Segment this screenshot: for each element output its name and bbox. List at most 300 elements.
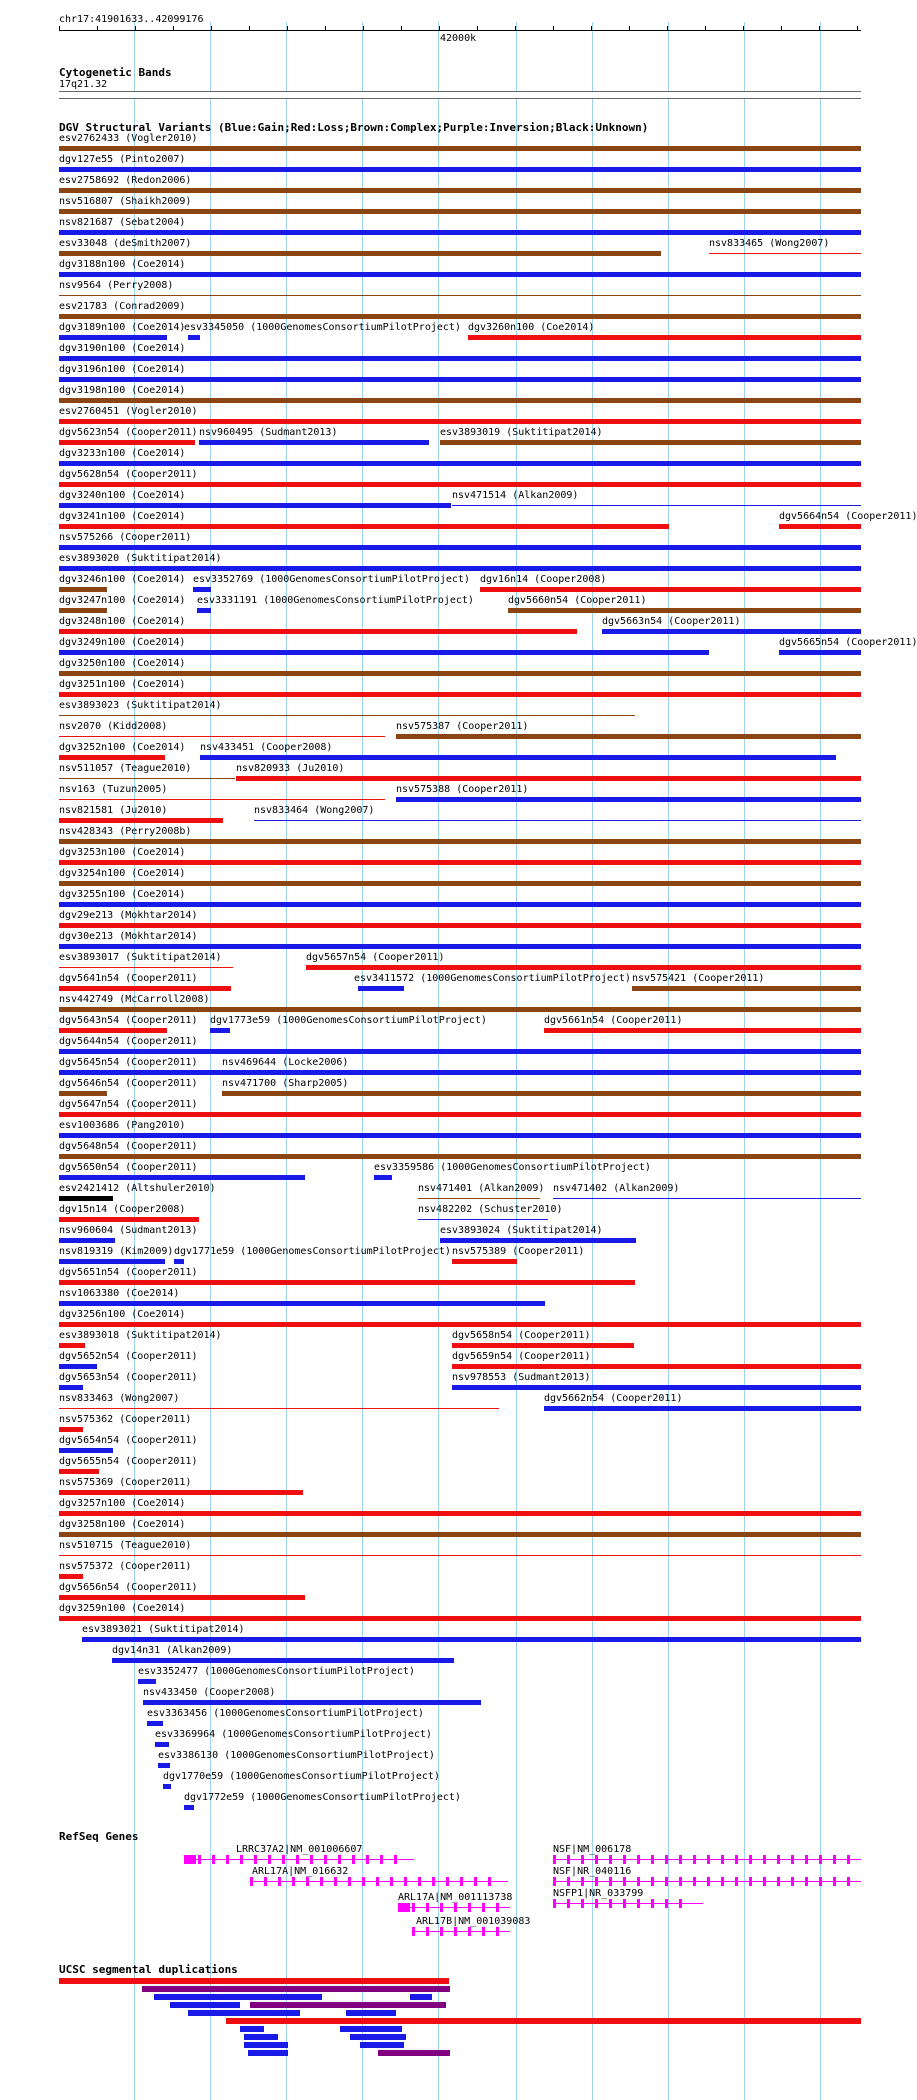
refseq-gene-label[interactable]: ARL17A|NM_001113738	[398, 1892, 513, 1903]
dgv-feature-label[interactable]: dgv3198n100 (Coe2014)	[59, 385, 186, 396]
dgv-variant-bar[interactable]	[59, 419, 861, 424]
dgv-feature-label[interactable]: nsv510715 (Teague2010)	[59, 1540, 192, 1551]
refseq-exon	[306, 1877, 309, 1886]
dgv-variant-bar[interactable]	[59, 251, 661, 256]
dgv-feature-label[interactable]: dgv3249n100 (Coe2014)	[59, 637, 186, 648]
dgv-feature-label[interactable]: nsv575389 (Cooper2011)	[452, 1246, 585, 1257]
dgv-variant-bar[interactable]	[59, 1091, 107, 1096]
segdup-bar[interactable]	[142, 1986, 450, 1992]
dgv-variant-bar[interactable]	[396, 734, 861, 739]
dgv-variant-bar[interactable]	[59, 1028, 167, 1033]
segdup-bar[interactable]	[250, 2002, 446, 2008]
dgv-variant-bar[interactable]	[452, 1385, 861, 1390]
dgv-feature-label[interactable]: dgv5653n54 (Cooper2011)	[59, 1372, 198, 1383]
dgv-variant-bar[interactable]	[59, 1217, 199, 1222]
dgv-variant-bar[interactable]	[59, 1322, 861, 1327]
dgv-feature-label[interactable]: dgv5644n54 (Cooper2011)	[59, 1036, 198, 1047]
dgv-feature-label[interactable]: dgv5662n54 (Cooper2011)	[544, 1393, 683, 1404]
dgv-variant-bar[interactable]	[236, 776, 861, 781]
dgv-variant-bar[interactable]	[452, 1364, 861, 1369]
dgv-variant-bar[interactable]	[174, 1259, 184, 1264]
cyto-band-bar[interactable]	[59, 91, 861, 99]
refseq-exon	[819, 1855, 822, 1864]
dgv-variant-bar[interactable]	[452, 1343, 634, 1348]
dgv-variant-bar[interactable]	[59, 1343, 85, 1348]
dgv-variant-bar[interactable]	[184, 1805, 194, 1810]
refseq-gene-label[interactable]: NSFP1|NR_033799	[553, 1888, 644, 1899]
ruler-tick	[211, 26, 212, 31]
dgv-variant-bar[interactable]	[632, 986, 861, 991]
dgv-feature-label[interactable]: dgv3241n100 (Coe2014)	[59, 511, 186, 522]
dgv-feature-label[interactable]: dgv5659n54 (Cooper2011)	[452, 1351, 591, 1362]
dgv-variant-bar[interactable]	[188, 335, 200, 340]
dgv-variant-bar[interactable]	[197, 608, 211, 613]
dgv-variant-bar[interactable]	[59, 967, 233, 968]
dgv-variant-bar[interactable]	[779, 650, 861, 655]
refseq-exon	[609, 1899, 612, 1908]
dgv-feature-label[interactable]: dgv127e55 (Pinto2007)	[59, 154, 186, 165]
dgv-variant-bar[interactable]	[59, 1364, 97, 1369]
dgv-feature-label[interactable]: esv3411572 (1000GenomesConsortiumPilotProject)	[354, 973, 631, 984]
dgv-variant-bar[interactable]	[59, 986, 231, 991]
dgv-feature-label[interactable]: esv3345050 (1000GenomesConsortiumPilotProject)	[184, 322, 461, 333]
dgv-variant-bar[interactable]	[59, 272, 861, 277]
refseq-gene-label[interactable]: ARL17B|NM_001039083	[416, 1916, 531, 1927]
dgv-variant-bar[interactable]	[59, 1595, 305, 1600]
refseq-exon	[749, 1877, 752, 1886]
dgv-feature-label[interactable]: nsv575387 (Cooper2011)	[396, 721, 529, 732]
dgv-feature-label[interactable]: dgv5664n54 (Cooper2011)	[779, 511, 917, 522]
dgv-variant-bar[interactable]	[779, 524, 861, 529]
dgv-feature-label[interactable]: dgv5647n54 (Cooper2011)	[59, 1099, 198, 1110]
dgv-feature-label[interactable]: nsv482202 (Schuster2010)	[418, 1204, 563, 1215]
dgv-feature-label[interactable]: dgv3240n100 (Coe2014)	[59, 490, 186, 501]
dgv-variant-bar[interactable]	[210, 1028, 230, 1033]
ruler-tick	[667, 26, 668, 31]
dgv-feature-label[interactable]: dgv5650n54 (Cooper2011)	[59, 1162, 198, 1173]
dgv-feature-label[interactable]: nsv833465 (Wong2007)	[709, 238, 830, 249]
dgv-variant-bar[interactable]	[59, 314, 861, 319]
dgv-variant-bar[interactable]	[59, 1196, 113, 1201]
dgv-feature-label[interactable]: dgv3256n100 (Coe2014)	[59, 1309, 186, 1320]
dgv-variant-bar[interactable]	[59, 839, 861, 844]
dgv-variant-bar[interactable]	[222, 1070, 861, 1075]
dgv-variant-bar[interactable]	[59, 545, 861, 550]
segdup-bar[interactable]	[340, 2026, 402, 2032]
dgv-variant-bar[interactable]	[59, 1133, 861, 1138]
refseq-exon	[496, 1903, 499, 1912]
dgv-variant-bar[interactable]	[59, 356, 861, 361]
refseq-gene-intron[interactable]	[250, 1881, 508, 1882]
dgv-variant-bar[interactable]	[59, 1112, 861, 1117]
dgv-feature-label[interactable]: dgv3255n100 (Coe2014)	[59, 889, 186, 900]
dgv-feature-label[interactable]: dgv5663n54 (Cooper2011)	[602, 616, 741, 627]
dgv-feature-label[interactable]: nsv575372 (Cooper2011)	[59, 1561, 192, 1572]
refseq-exon	[376, 1877, 379, 1886]
dgv-variant-bar[interactable]	[59, 398, 861, 403]
refseq-gene-label[interactable]: NSF|NM_006178	[553, 1844, 632, 1855]
dgv-feature-label[interactable]: esv3893024 (Suktitipat2014)	[440, 1225, 603, 1236]
dgv-feature-label[interactable]: dgv5656n54 (Cooper2011)	[59, 1582, 198, 1593]
dgv-feature-label[interactable]: dgv15n14 (Cooper2008)	[59, 1204, 186, 1215]
ruler-coordinates: chr17:41901633..42099176	[59, 14, 204, 25]
dgv-variant-bar[interactable]	[59, 778, 235, 779]
refseq-exon	[847, 1877, 850, 1886]
dgv-variant-bar[interactable]	[59, 1049, 861, 1054]
dgv-variant-bar[interactable]	[59, 146, 861, 151]
dgv-feature-label[interactable]: nsv821581 (Ju2010)	[59, 805, 168, 816]
dgv-variant-bar[interactable]	[59, 944, 861, 949]
dgv-feature-label[interactable]: esv2421412 (Altshuler2010)	[59, 1183, 216, 1194]
refseq-exon	[366, 1855, 369, 1864]
dgv-feature-label[interactable]: nsv163 (Tuzun2005)	[59, 784, 168, 795]
dgv-feature-label[interactable]: dgv5665n54 (Cooper2011)	[779, 637, 917, 648]
refseq-gene-label[interactable]: LRRC37A2|NM_001006607	[236, 1844, 363, 1855]
dgv-variant-bar[interactable]	[418, 1198, 540, 1199]
dgv-feature-label[interactable]: nsv1063380 (Coe2014)	[59, 1288, 180, 1299]
dgv-variant-bar[interactable]	[358, 986, 404, 991]
dgv-variant-bar[interactable]	[59, 1511, 861, 1516]
dgv-variant-bar[interactable]	[82, 1637, 861, 1642]
refseq-exon	[553, 1899, 556, 1908]
dgv-feature-label[interactable]: dgv1771e59 (1000GenomesConsortiumPilotProject)	[174, 1246, 451, 1257]
dgv-feature-label[interactable]: dgv3247n100 (Coe2014)	[59, 595, 186, 606]
dgv-variant-bar[interactable]	[59, 377, 861, 382]
dgv-feature-label[interactable]: nsv471402 (Alkan2009)	[553, 1183, 680, 1194]
dgv-feature-label[interactable]: dgv5648n54 (Cooper2011)	[59, 1141, 198, 1152]
dgv-feature-label[interactable]: esv2758692 (Redon2006)	[59, 175, 192, 186]
dgv-feature-label[interactable]: esv3893023 (Suktitipat2014)	[59, 700, 222, 711]
refseq-exon	[418, 1877, 421, 1886]
dgv-variant-bar[interactable]	[59, 629, 577, 634]
dgv-variant-bar[interactable]	[468, 335, 861, 340]
dgv-feature-label[interactable]: nsv2070 (Kidd2008)	[59, 721, 168, 732]
refseq-exon	[623, 1855, 626, 1864]
segdup-bar[interactable]	[244, 2042, 288, 2048]
segdup-bar[interactable]	[188, 2010, 300, 2016]
dgv-feature-label[interactable]: dgv5628n54 (Cooper2011)	[59, 469, 198, 480]
dgv-feature-label[interactable]: esv3893019 (Suktitipat2014)	[440, 427, 603, 438]
dgv-variant-bar[interactable]	[440, 1238, 636, 1243]
dgv-variant-bar[interactable]	[59, 440, 195, 445]
dgv-variant-bar[interactable]	[452, 1259, 517, 1264]
segdup-bar[interactable]	[226, 2018, 861, 2024]
dgv-feature-label[interactable]: dgv3259n100 (Coe2014)	[59, 1603, 186, 1614]
dgv-variant-bar[interactable]	[59, 1408, 499, 1409]
dgv-variant-bar[interactable]	[440, 440, 861, 445]
dgv-variant-bar[interactable]	[59, 650, 709, 655]
dgv-feature-label[interactable]: dgv3250n100 (Coe2014)	[59, 658, 186, 669]
dgv-variant-bar[interactable]	[59, 755, 165, 760]
dgv-feature-label[interactable]: dgv3254n100 (Coe2014)	[59, 868, 186, 879]
dgv-variant-bar[interactable]	[59, 715, 635, 716]
dgv-variant-bar[interactable]	[602, 629, 861, 634]
dgv-feature-label[interactable]: esv3359586 (1000GenomesConsortiumPilotProject)	[374, 1162, 651, 1173]
ruler-tick	[97, 26, 98, 31]
refseq-exon	[553, 1855, 556, 1864]
dgv-feature-label[interactable]: esv33048 (deSmith2007)	[59, 238, 192, 249]
dgv-feature-label[interactable]: esv3893021 (Suktitipat2014)	[82, 1624, 245, 1635]
dgv-feature-label[interactable]: nsv511057 (Teague2010)	[59, 763, 192, 774]
dgv-variant-bar[interactable]	[59, 1555, 861, 1556]
refseq-exon	[440, 1927, 443, 1936]
refseq-gene-label[interactable]: ARL17A|NM_016632	[252, 1866, 349, 1877]
dgv-feature-label[interactable]: nsv433450 (Cooper2008)	[143, 1687, 276, 1698]
dgv-variant-bar[interactable]	[138, 1679, 156, 1684]
refseq-exon	[637, 1855, 640, 1864]
segdup-bar[interactable]	[248, 2050, 288, 2056]
refseq-exon	[581, 1877, 584, 1886]
segdup-bar[interactable]	[240, 2026, 264, 2032]
refseq-exon	[651, 1877, 654, 1886]
ruler-tick	[135, 26, 136, 31]
refseq-exon	[352, 1855, 355, 1864]
refseq-track-title[interactable]: RefSeq Genes	[59, 1830, 139, 1843]
dgv-feature-label[interactable]: dgv5623n54 (Cooper2011)	[59, 427, 198, 438]
dgv-variant-bar[interactable]	[59, 587, 107, 592]
dgv-variant-bar[interactable]	[59, 461, 861, 466]
segdup-bar[interactable]	[378, 2050, 450, 2056]
dgv-feature-label[interactable]: dgv5660n54 (Cooper2011)	[508, 595, 647, 606]
dgv-variant-bar[interactable]	[59, 736, 385, 737]
segdup-bar[interactable]	[154, 1994, 322, 2000]
segdup-bar[interactable]	[170, 2002, 240, 2008]
dgv-variant-bar[interactable]	[480, 587, 861, 592]
refseq-exon	[665, 1877, 668, 1886]
dgv-feature-label[interactable]: esv3893017 (Suktitipat2014)	[59, 952, 222, 963]
dgv-variant-bar[interactable]	[544, 1028, 861, 1033]
dgv-feature-label[interactable]: dgv3189n100 (Coe2014)	[59, 322, 186, 333]
dgv-feature-label[interactable]: nsv433451 (Cooper2008)	[200, 742, 333, 753]
dgv-feature-label[interactable]: dgv5661n54 (Cooper2011)	[544, 1015, 683, 1026]
dgv-feature-label[interactable]: nsv575362 (Cooper2011)	[59, 1414, 192, 1425]
dgv-feature-label[interactable]: nsv428343 (Perry2008b)	[59, 826, 192, 837]
dgv-feature-label[interactable]: dgv5641n54 (Cooper2011)	[59, 973, 198, 984]
dgv-variant-bar[interactable]	[59, 295, 861, 296]
dgv-variant-bar[interactable]	[59, 1301, 545, 1306]
dgv-variant-bar[interactable]	[59, 902, 861, 907]
dgv-variant-bar[interactable]	[59, 1490, 303, 1495]
refseq-exon	[292, 1877, 295, 1886]
dgv-variant-bar[interactable]	[59, 335, 167, 340]
dgv-variant-bar[interactable]	[147, 1721, 163, 1726]
dgv-feature-label[interactable]: dgv3246n100 (Coe2014)	[59, 574, 186, 585]
dgv-variant-bar[interactable]	[155, 1742, 169, 1747]
dgv-variant-bar[interactable]	[306, 965, 861, 970]
refseq-exon	[398, 1903, 410, 1912]
dgv-variant-bar[interactable]	[59, 188, 861, 193]
dgv-feature-label[interactable]: esv3893020 (Suktitipat2014)	[59, 553, 222, 564]
segdup-bar[interactable]	[350, 2034, 406, 2040]
dgv-variant-bar[interactable]	[59, 167, 861, 172]
dgv-variant-bar[interactable]	[59, 1574, 83, 1579]
segdup-bar[interactable]	[254, 1994, 294, 2000]
dgv-feature-label[interactable]: dgv3251n100 (Coe2014)	[59, 679, 186, 690]
segdup-bar[interactable]	[410, 1994, 432, 2000]
dgv-feature-label[interactable]: dgv3257n100 (Coe2014)	[59, 1498, 186, 1509]
dgv-variant-bar[interactable]	[222, 1091, 861, 1096]
dgv-feature-label[interactable]: dgv1773e59 (1000GenomesConsortiumPilotProject)	[210, 1015, 487, 1026]
dgv-variant-bar[interactable]	[544, 1406, 861, 1411]
dgv-feature-label[interactable]: dgv5651n54 (Cooper2011)	[59, 1267, 198, 1278]
dgv-variant-bar[interactable]	[59, 524, 669, 529]
dgv-variant-bar[interactable]	[193, 587, 211, 592]
dgv-variant-bar[interactable]	[59, 799, 385, 800]
dgv-feature-label[interactable]: dgv3248n100 (Coe2014)	[59, 616, 186, 627]
dgv-variant-bar[interactable]	[59, 1007, 861, 1012]
ruler-tick	[781, 26, 782, 31]
dgv-variant-bar[interactable]	[553, 1198, 861, 1199]
dgv-variant-bar[interactable]	[59, 209, 861, 214]
ruler-tick-label: 42000k	[440, 33, 477, 44]
dgv-feature-label[interactable]: nsv960604 (Sudmant2013)	[59, 1225, 198, 1236]
dgv-feature-label[interactable]: dgv3188n100 (Coe2014)	[59, 259, 186, 270]
dgv-variant-bar[interactable]	[452, 505, 861, 506]
dgv-variant-bar[interactable]	[199, 440, 429, 445]
dgv-feature-label[interactable]: nsv575421 (Cooper2011)	[632, 973, 765, 984]
dgv-variant-bar[interactable]	[59, 818, 223, 823]
dgv-feature-label[interactable]: nsv516807 (Shaikh2009)	[59, 196, 192, 207]
dgv-feature-label[interactable]: esv2762433 (Vogler2010)	[59, 133, 198, 144]
dgv-feature-label[interactable]: dgv1772e59 (1000GenomesConsortiumPilotProject)	[184, 1792, 461, 1803]
dgv-feature-label[interactable]: esv3331191 (1000GenomesConsortiumPilotProject)	[197, 595, 474, 606]
dgv-feature-label[interactable]: dgv5658n54 (Cooper2011)	[452, 1330, 591, 1341]
dgv-feature-label[interactable]: dgv16n14 (Cooper2008)	[480, 574, 607, 585]
dgv-variant-bar[interactable]	[59, 503, 451, 508]
dgv-feature-label[interactable]: dgv3252n100 (Coe2014)	[59, 742, 186, 753]
dgv-feature-label[interactable]: nsv9564 (Perry2008)	[59, 280, 174, 291]
dgv-feature-label[interactable]: dgv3196n100 (Coe2014)	[59, 364, 186, 375]
segdup-bar[interactable]	[346, 2010, 396, 2016]
dgv-feature-label[interactable]: dgv5654n54 (Cooper2011)	[59, 1435, 198, 1446]
dgv-variant-bar[interactable]	[59, 1448, 113, 1453]
dgv-feature-label[interactable]: nsv471401 (Alkan2009)	[418, 1183, 545, 1194]
dgv-feature-label[interactable]: esv3893018 (Suktitipat2014)	[59, 1330, 222, 1341]
dgv-variant-bar[interactable]	[59, 1175, 305, 1180]
dgv-variant-bar[interactable]	[254, 820, 861, 821]
dgv-variant-bar[interactable]	[396, 797, 861, 802]
dgv-feature-label[interactable]: dgv5646n54 (Cooper2011)	[59, 1078, 198, 1089]
dgv-variant-bar[interactable]	[709, 253, 861, 254]
dgv-feature-label[interactable]: esv21783 (Conrad2009)	[59, 301, 186, 312]
dgv-variant-bar[interactable]	[158, 1763, 170, 1768]
dgv-feature-label[interactable]: esv3352769 (1000GenomesConsortiumPilotProject)	[193, 574, 470, 585]
dgv-feature-label[interactable]: nsv960495 (Sudmant2013)	[199, 427, 338, 438]
dgv-feature-label[interactable]: dgv29e213 (Mokhtar2014)	[59, 910, 198, 921]
dgv-variant-bar[interactable]	[59, 1532, 861, 1537]
dgv-feature-label[interactable]: dgv3258n100 (Coe2014)	[59, 1519, 186, 1530]
dgv-feature-label[interactable]: nsv471700 (Sharp2005)	[222, 1078, 349, 1089]
dgv-variant-bar[interactable]	[59, 1280, 635, 1285]
dgv-feature-label[interactable]: nsv833463 (Wong2007)	[59, 1393, 180, 1404]
dgv-variant-bar[interactable]	[59, 608, 107, 613]
refseq-exon	[791, 1855, 794, 1864]
refseq-exon	[296, 1855, 299, 1864]
dgv-feature-label[interactable]: esv2760451 (Vogler2010)	[59, 406, 198, 417]
dgv-variant-bar[interactable]	[59, 1154, 861, 1159]
dgv-feature-label[interactable]: esv3369964 (1000GenomesConsortiumPilotProject)	[155, 1729, 432, 1740]
segdup-bar[interactable]	[360, 2042, 404, 2048]
dgv-feature-label[interactable]: dgv3260n100 (Coe2014)	[468, 322, 595, 333]
refseq-exon	[278, 1877, 281, 1886]
dgv-feature-label[interactable]: dgv5652n54 (Cooper2011)	[59, 1351, 198, 1362]
dgv-variant-bar[interactable]	[112, 1658, 454, 1663]
dgv-feature-label[interactable]: dgv5655n54 (Cooper2011)	[59, 1456, 198, 1467]
dgv-variant-bar[interactable]	[59, 230, 861, 235]
refseq-gene-label[interactable]: NSF|NR_040116	[553, 1866, 632, 1877]
dgv-feature-label[interactable]: dgv3190n100 (Coe2014)	[59, 343, 186, 354]
dgv-feature-label[interactable]: nsv819319 (Kim2009)	[59, 1246, 174, 1257]
refseq-exon	[651, 1855, 654, 1864]
dgv-variant-bar[interactable]	[163, 1784, 171, 1789]
dgv-variant-bar[interactable]	[59, 482, 861, 487]
dgv-variant-bar[interactable]	[374, 1175, 392, 1180]
dgv-feature-label[interactable]: nsv442749 (McCarroll2008)	[59, 994, 210, 1005]
dgv-variant-bar[interactable]	[143, 1700, 481, 1705]
segdup-track-title[interactable]: UCSC segmental duplications	[59, 1963, 238, 1976]
cyto-track-title[interactable]: Cytogenetic Bands	[59, 66, 172, 79]
dgv-feature-label[interactable]: nsv575369 (Cooper2011)	[59, 1477, 192, 1488]
dgv-variant-bar[interactable]	[418, 1219, 548, 1220]
dgv-feature-label[interactable]: esv3363456 (1000GenomesConsortiumPilotProject)	[147, 1708, 424, 1719]
dgv-feature-label[interactable]: nsv575388 (Cooper2011)	[396, 784, 529, 795]
dgv-feature-label[interactable]: esv3386130 (1000GenomesConsortiumPilotProject)	[158, 1750, 435, 1761]
dgv-feature-label[interactable]: dgv5643n54 (Cooper2011)	[59, 1015, 198, 1026]
ruler-tick	[553, 26, 554, 31]
segdup-bar[interactable]	[59, 1978, 449, 1984]
dgv-variant-bar[interactable]	[59, 923, 861, 928]
dgv-feature-label[interactable]: dgv5657n54 (Cooper2011)	[306, 952, 445, 963]
dgv-feature-label[interactable]: nsv978553 (Sudmant2013)	[452, 1372, 591, 1383]
dgv-feature-label[interactable]: dgv3233n100 (Coe2014)	[59, 448, 186, 459]
dgv-variant-bar[interactable]	[59, 1238, 115, 1243]
dgv-variant-bar[interactable]	[59, 1259, 165, 1264]
dgv-variant-bar[interactable]	[59, 860, 861, 865]
dgv-feature-label[interactable]: nsv821687 (Sebat2004)	[59, 217, 186, 228]
dgv-feature-label[interactable]: dgv30e213 (Mokhtar2014)	[59, 931, 198, 942]
segdup-bar[interactable]	[244, 2034, 278, 2040]
dgv-variant-bar[interactable]	[508, 608, 861, 613]
dgv-variant-bar[interactable]	[59, 881, 861, 886]
dgv-variant-bar[interactable]	[59, 566, 861, 571]
dgv-feature-label[interactable]: nsv469644 (Locke2006)	[222, 1057, 349, 1068]
dgv-feature-label[interactable]: dgv5645n54 (Cooper2011)	[59, 1057, 198, 1068]
dgv-feature-label[interactable]: dgv1770e59 (1000GenomesConsortiumPilotProject)	[163, 1771, 440, 1782]
dgv-feature-label[interactable]: esv3352477 (1000GenomesConsortiumPilotProject)	[138, 1666, 415, 1677]
dgv-feature-label[interactable]: esv1003686 (Pang2010)	[59, 1120, 186, 1131]
refseq-exon	[721, 1877, 724, 1886]
dgv-feature-label[interactable]: nsv471514 (Alkan2009)	[452, 490, 579, 501]
dgv-track-title[interactable]: DGV Structural Variants (Blue:Gain;Red:Loss;Brown:Complex;Purple:Inversion;Black:Unknown)	[59, 121, 649, 134]
dgv-variant-bar[interactable]	[59, 1616, 861, 1621]
dgv-feature-label[interactable]: nsv820933 (Ju2010)	[236, 763, 345, 774]
dgv-variant-bar[interactable]	[200, 755, 836, 760]
cyto-band-label: 17q21.32	[59, 79, 108, 90]
dgv-feature-label[interactable]: dgv14n31 (Alkan2009)	[112, 1645, 233, 1656]
dgv-variant-bar[interactable]	[59, 1427, 83, 1432]
dgv-variant-bar[interactable]	[59, 692, 861, 697]
dgv-variant-bar[interactable]	[59, 1385, 83, 1390]
dgv-feature-label[interactable]: nsv575266 (Cooper2011)	[59, 532, 192, 543]
refseq-exon	[707, 1855, 710, 1864]
refseq-exon	[847, 1855, 850, 1864]
dgv-feature-label[interactable]: nsv833464 (Wong2007)	[254, 805, 375, 816]
ruler-tick	[705, 26, 706, 31]
ruler-tick	[477, 26, 478, 31]
dgv-variant-bar[interactable]	[59, 671, 861, 676]
dgv-variant-bar[interactable]	[59, 1469, 99, 1474]
dgv-feature-label[interactable]: dgv3253n100 (Coe2014)	[59, 847, 186, 858]
